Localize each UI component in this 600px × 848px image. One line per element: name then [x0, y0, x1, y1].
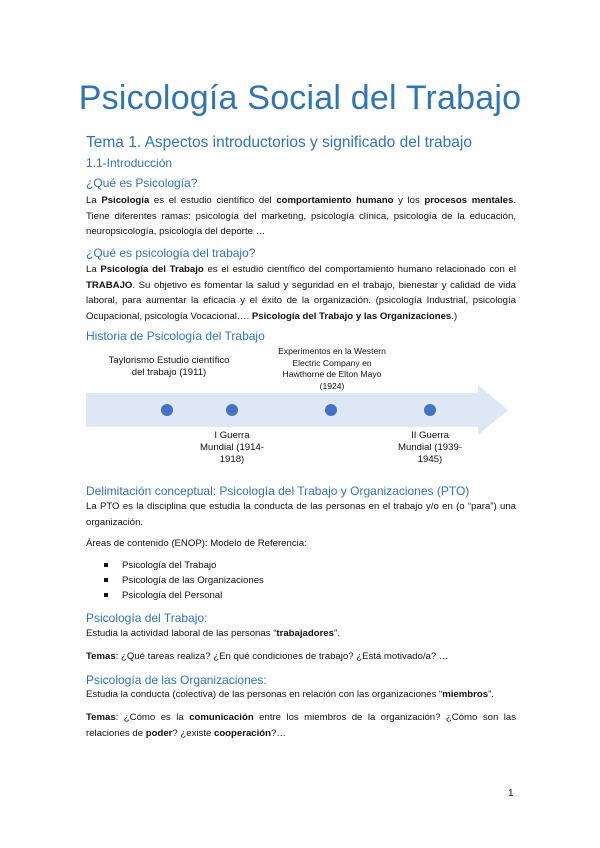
bullet-item: Psicología del Personal — [104, 588, 264, 603]
que-es-psicologia-heading: ¿Qué es Psicología? — [86, 176, 198, 190]
text-run: es el estudio científico del comportamiento humano relacionado con el — [203, 264, 516, 275]
ps-trabajo-paragraph-1 — [86, 626, 516, 642]
bold-text-run: Temas — [86, 651, 116, 662]
text-run: y los — [393, 195, 425, 206]
timeline-label-hawthorne: Experimentos en la Western Electric Company en Hawthorne de Elton Mayo (1924) — [278, 346, 386, 391]
bold-text-run: Temas — [86, 712, 116, 723]
document-title: Psicología Social del Trabajo — [78, 79, 522, 117]
timeline-arrow — [86, 385, 508, 435]
text-run: Estudia la conducta (colectiva) de las personas en relación con las organizaciones “ — [86, 689, 443, 700]
ps-org-paragraph-1 — [86, 687, 516, 703]
bold-text-run: comportamiento humano — [276, 195, 394, 206]
text-run: es el estudio científico del — [149, 195, 277, 206]
bold-text-run: miembros — [442, 689, 489, 700]
text-run: La — [86, 195, 102, 206]
bold-text-run: Psicología — [101, 195, 150, 206]
bold-text-run: trabajadores — [276, 628, 334, 639]
intro-heading: 1.1-Introducción — [86, 156, 173, 170]
delimitacion-paragraph: La PTO es la disciplina que estudia la conducta de las personas en el trabajo y/o en (o “para”) una organización. — [86, 501, 516, 528]
bold-text-run: poder — [145, 727, 173, 739]
ps-org-paragraph-2 — [86, 710, 516, 741]
bullet-item: Psicología del Trabajo — [104, 558, 264, 573]
historia-heading: Historia de Psicología del Trabajo — [86, 329, 265, 343]
text-run: . Su objetivo es fomentar la salud y seguridad en el trabajo, bienestar y calidad de vida laboral, para aumentar la eficacia y el éxito de la organización. (psicología Industrial, psicología Ocupacional, psicología Vocacional…. — [86, 279, 516, 322]
text-run: . Tiene diferentes ramas: psicología del marketing, psicología clínica, psicología de la educación, neuropsicología, psicología del deporte … — [86, 195, 516, 237]
ps-trabajo-paragraph-2 — [86, 649, 516, 665]
text-run: ”. — [488, 689, 494, 700]
bold-text-run: comunicación — [189, 712, 254, 723]
bold-text-run: Psicología del Trabajo — [100, 264, 204, 275]
timeline-label-i-guerra: I Guerra Mundial (1914-1918) — [200, 430, 264, 465]
bold-text-run: Psicología del Trabajo y las Organizaciones — [251, 310, 452, 322]
timeline-dot-1914 — [226, 404, 238, 416]
timeline-dot-1924 — [325, 404, 337, 416]
bold-text-run: procesos mentales — [424, 195, 514, 206]
psicologia-trabajo-heading: ¿Qué es psicología del trabajo? — [86, 246, 256, 260]
text-run: : ¿Qué tareas realiza? ¿En qué condiciones de trabajo? ¿Está motivado/a? … — [115, 651, 449, 662]
timeline-dot-1911 — [161, 404, 173, 416]
timeline-label-ii-guerra: II Guerra Mundial (1939-1945) — [398, 430, 462, 465]
text-run: La — [86, 264, 101, 275]
text-run: ?… — [271, 727, 286, 739]
ps-org-heading: Psicología de las Organizaciones: — [86, 673, 267, 687]
ps-trabajo-heading: Psicología del Trabajo: — [86, 611, 208, 625]
timeline-dot-1939 — [424, 404, 436, 416]
areas-bullet-list — [104, 558, 264, 603]
text-run: entre los miembros de la organización? ¿Cómo son las relaciones de — [86, 712, 516, 739]
areas-contenido-paragraph: Áreas de contenido (ENOP): Modelo de Referencia: — [86, 538, 307, 549]
bold-text-run: cooperación — [213, 727, 272, 739]
bullet-item: Psicología de las Organizaciones — [104, 573, 264, 588]
timeline-label-taylorismo: Taylorismo Estudio científico del trabajo (1911) — [108, 355, 230, 378]
text-run: ? ¿existe — [172, 727, 214, 739]
text-run: Estudia la actividad laboral de las personas “ — [86, 628, 277, 639]
delimitacion-heading: Delimitación conceptual: Psicología del Trabajo y Organizaciones (PTO) — [86, 484, 470, 498]
page-number: 1 — [508, 788, 514, 799]
tema-heading: Tema 1. Aspectos introductorios y significado del trabajo — [86, 134, 472, 151]
bold-text-run: TRABAJO — [86, 279, 133, 291]
text-run: .) — [451, 310, 458, 322]
text-run: : ¿Cómo es la — [115, 712, 190, 723]
text-run: ”. — [333, 628, 340, 639]
